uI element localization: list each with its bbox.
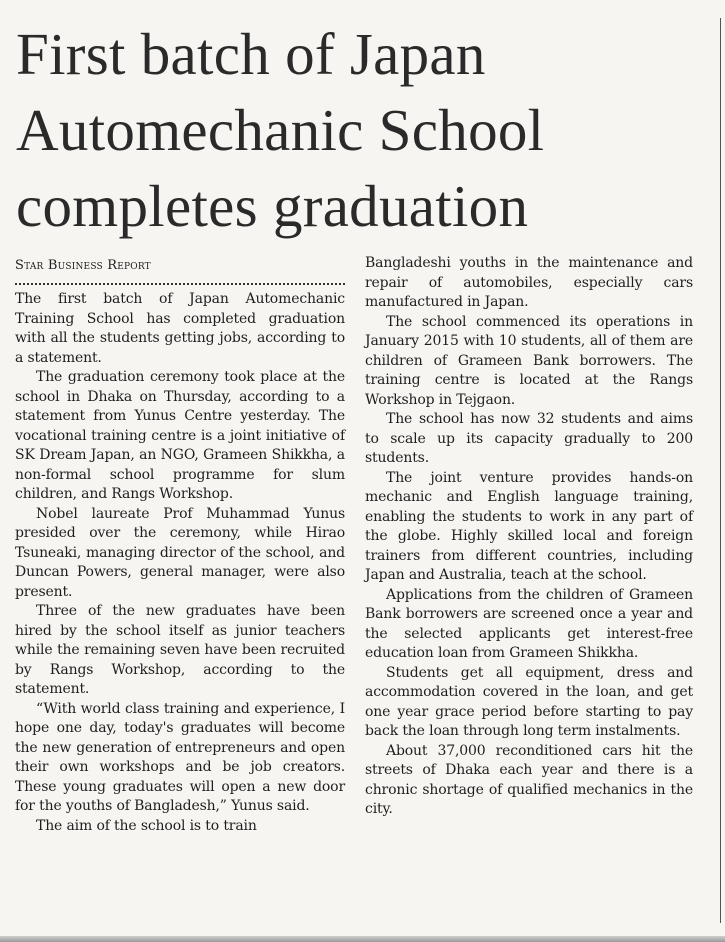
paragraph: The joint venture provides hands-on mechanic and English language training, enabling the students to work in any part of the globe. Highly skilled local and foreign trainers from different countries, including Japan and Australia, teach at the school. (365, 469, 693, 583)
dotted-divider (15, 283, 345, 285)
paragraph: The first batch of Japan Automechanic Training School has completed graduation with all the students getting jobs, according to a statement. (15, 291, 345, 366)
paragraph: The aim of the school is to train (36, 817, 257, 834)
headline-line-2: Automechanic School (16, 97, 545, 163)
paragraph: “With world class training and experience, I hope one day, today's graduates will become the new generation of entrepreneurs and open their own workshops and be job creators. These young graduates will open a new door for the youths of Bangladesh,” Yunus said. (15, 700, 345, 814)
paragraph: Three of the new graduates have been hired by the school itself as junior teachers while the remaining seven have been recruited by Rangs Workshop, according to the statement. (15, 603, 345, 697)
paragraph: Nobel laureate Prof Muhammad Yunus presided over the ceremony, while Hirao Tsuneaki, managing director of the school, and Duncan Powers, general manager, were also present. (15, 505, 345, 600)
paragraph: The school commenced its operations in January 2015 with 10 students, all of them are children of Grameen Bank borrowers. The training centre is located at the Rangs Workshop in Tejgaon. (365, 313, 693, 408)
paragraph: About 37,000 reconditioned cars hit the streets of Dhaka each year and there is a chronic shortage of qualified mechanics in the city. (365, 742, 693, 817)
paragraph: Applications from the children of Grameen Bank borrowers are screened once a year and the selected applicants get interest-free education loan from Grameen Shikkha. (365, 586, 693, 661)
headline (16, 16, 716, 244)
article-column-left (15, 255, 345, 836)
byline: Star Business Report (15, 258, 151, 273)
paragraph: The school has now 32 students and aims to scale up its capacity gradually to 200 students. (365, 411, 693, 466)
column-rule (720, 18, 721, 923)
headline-line-1: First batch of Japan (16, 21, 486, 87)
paragraph: The graduation ceremony took place at the school in Dhaka on Thursday, according to a statement from Yunus Centre yesterday. The vocational training centre is a joint initiative of SK Dream Japan, an NGO, Grameen Shikkha, a non-formal school programme for slum children, and Rangs Workshop. (15, 369, 345, 502)
article-column-right (365, 254, 693, 820)
paragraph: Bangladeshi youths in the maintenance and repair of automobiles, especially cars manufactured in Japan. (365, 255, 693, 310)
headline-line-3: completes graduation (16, 173, 529, 239)
page-edge (0, 936, 725, 942)
paragraph: Students get all equipment, dress and accommodation covered in the loan, and get one year grace period before starting to pay back the loan through long term instalments. (365, 664, 693, 739)
